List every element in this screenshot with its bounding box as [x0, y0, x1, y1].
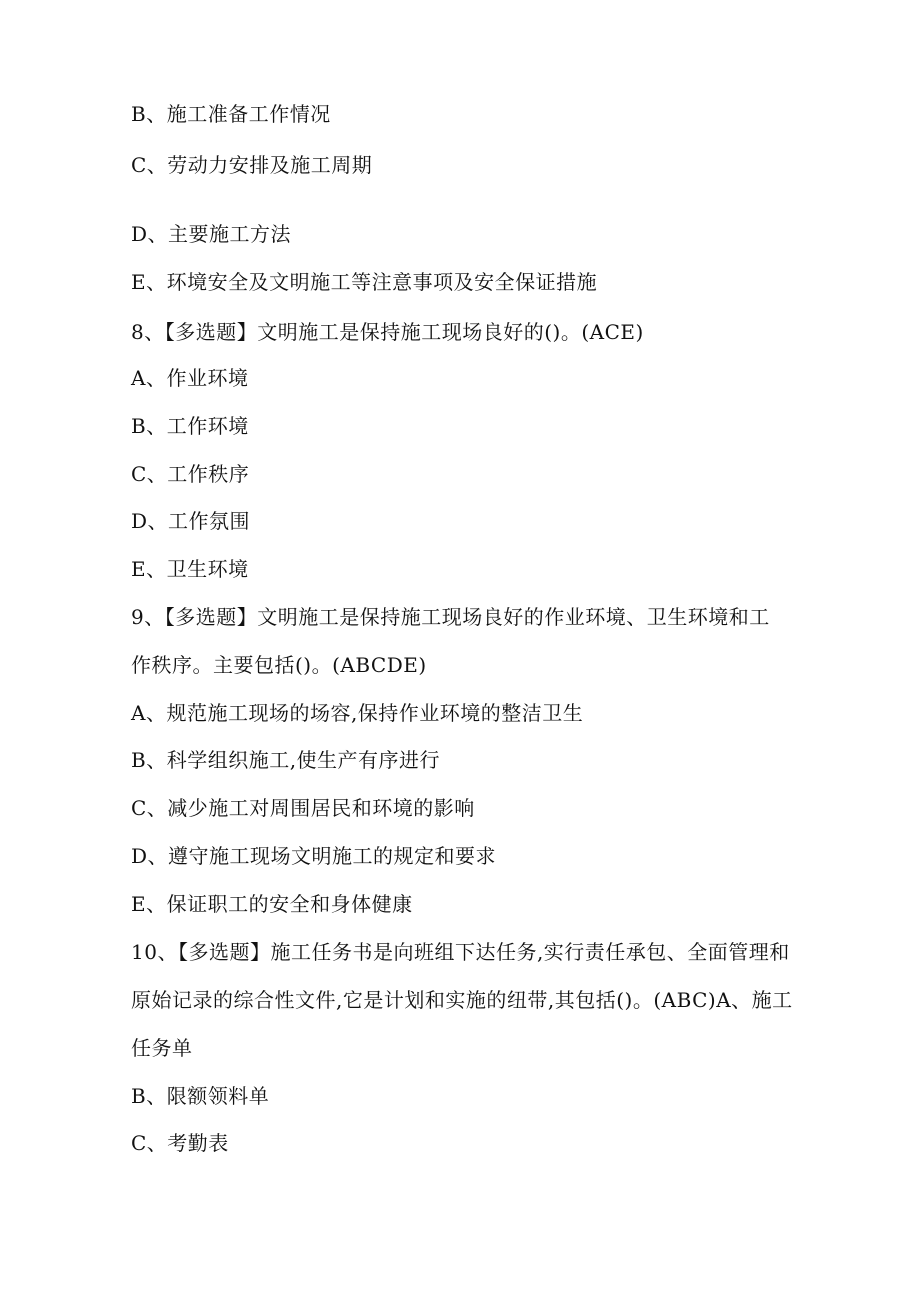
- q10-option-c: C、考勤表: [131, 1131, 229, 1155]
- option-e-safety-measures: E、环境安全及文明施工等注意事项及安全保证措施: [131, 270, 598, 294]
- question-10-line-2: 原始记录的综合性文件,它是计划和实施的纽带,其包括()。(ABC)A、施工: [131, 988, 793, 1012]
- q8-option-d: D、工作氛围: [131, 509, 251, 533]
- question-9-line-2: 作秩序。主要包括()。(ABCDE): [131, 653, 427, 677]
- q9-option-b: B、科学组织施工,使生产有序进行: [131, 748, 441, 772]
- option-d-main-methods: D、主要施工方法: [131, 222, 292, 246]
- option-c-labor-schedule: C、劳动力安排及施工周期: [131, 153, 373, 177]
- q9-option-a: A、规范施工现场的场容,保持作业环境的整洁卫生: [131, 701, 584, 725]
- q8-option-c: C、工作秩序: [131, 462, 250, 486]
- q8-option-a: A、作业环境: [131, 366, 249, 390]
- q8-option-e: E、卫生环境: [131, 557, 249, 581]
- question-9-line-1: 9、【多选题】文明施工是保持施工现场良好的作业环境、卫生环境和工: [131, 605, 770, 629]
- question-10-line-1: 10、【多选题】施工任务书是向班组下达任务,实行责任承包、全面管理和: [131, 940, 790, 964]
- q8-option-b: B、工作环境: [131, 414, 249, 438]
- question-8: 8、【多选题】文明施工是保持施工现场良好的()。(ACE): [131, 320, 644, 344]
- q9-option-e: E、保证职工的安全和身体健康: [131, 892, 413, 916]
- q9-option-d: D、遵守施工现场文明施工的规定和要求: [131, 844, 497, 868]
- q10-option-b: B、限额领料单: [131, 1084, 270, 1108]
- q9-option-c: C、减少施工对周围居民和环境的影响: [131, 796, 475, 820]
- question-10-line-3: 任务单: [131, 1036, 193, 1060]
- option-b-construction-preparation: B、施工准备工作情况: [131, 102, 331, 126]
